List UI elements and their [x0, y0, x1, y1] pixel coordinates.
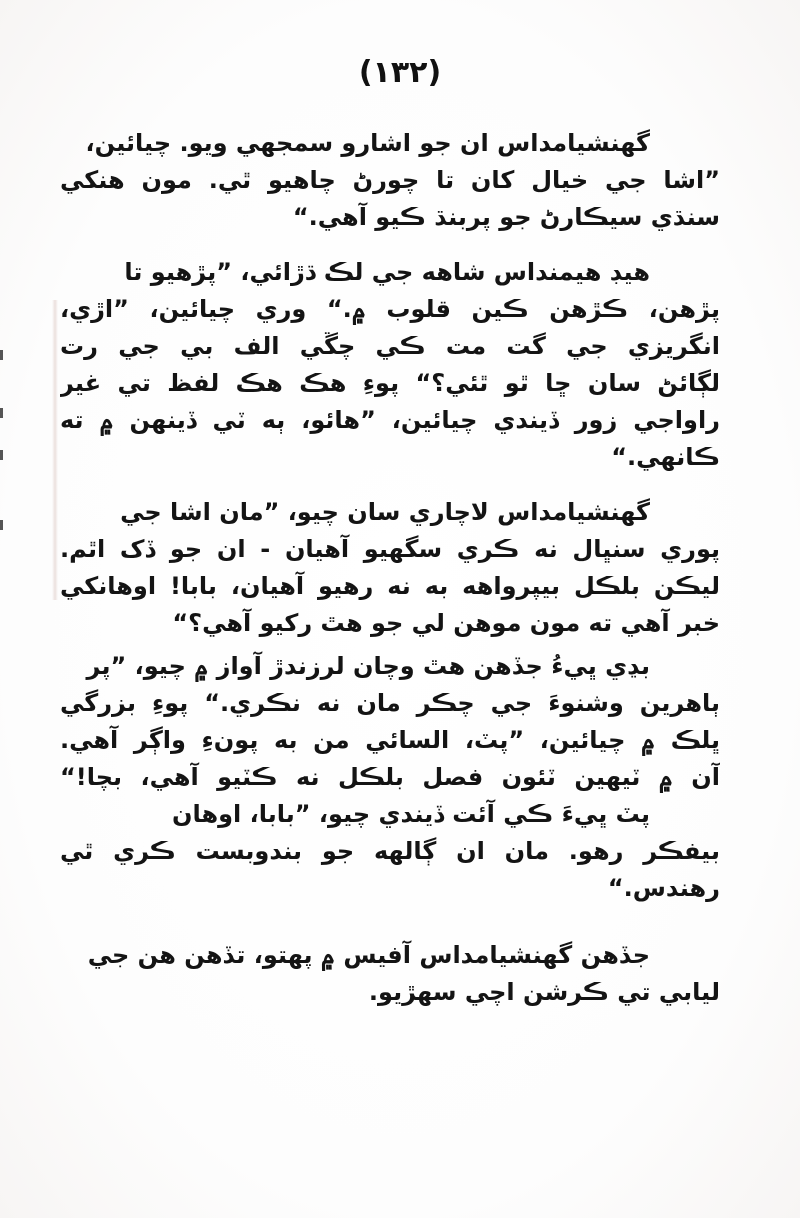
text-line: بيفڪر رهو. مان ان ڳالهه جو بندوبست ڪري ٿي [60, 837, 720, 865]
page-number: (١٣٢) [358, 55, 442, 90]
text-line: انگريزي جي گت مت ڪي چڱي الف بي جي رت [60, 332, 720, 360]
text-line: ٻاهرين وشنوءَ جي چڪر مان نه نڪري.“ پوءِ بزرگي [60, 689, 720, 717]
text-line: سنڌي سيڪارڻ جو پربنڌ ڪيو آهي.“ [292, 203, 720, 231]
paragraph-2 [60, 254, 720, 476]
text-line: خبر آهي ته مون موهن لي جو هٿ رکيو آهي؟“ [172, 609, 720, 637]
text-line: پڙهن، ڪڙهن ڪين قلوب ۾.“ وري چيائين، ”اڙي، [60, 295, 720, 323]
text-line: هيڊ هيمنداس شاهه جي لڪ ڌڙائي، ”پڙهيو تا [124, 258, 650, 286]
text-line: گهنشيامداس لاچاري سان چيو، ”مان اشا جي [120, 498, 650, 526]
text-line: ليابي تي ڪرشن اچي سهڙيو. [368, 978, 720, 1006]
paragraph-3 [60, 494, 720, 642]
text-line: رهندس.“ [607, 874, 720, 902]
show-through-text [190, 1120, 610, 1150]
text-line: جڏهن گهنشيامداس آفيس ۾ پهتو، تڏهن هن جي [87, 941, 650, 969]
text-line: پوري سنڀال نه ڪري سگهيو آهيان - ان جو ڏک اٿم. [60, 535, 720, 563]
left-edge-marks [0, 350, 4, 570]
text-line: گهنشيامداس ان جو اشارو سمجهي ويو. چيائين، [85, 129, 650, 157]
body-text [60, 125, 720, 1011]
text-line: ڀلڪ ۾ چيائين، ”پٽ، السائي من به پونءِ واڳر آهي. [60, 726, 720, 754]
text-line: راواجي زور ڏيندي چيائين، ”هائو، ٻه ٽي ڏينهن ۾ ته [60, 406, 720, 434]
paragraph-6 [60, 937, 720, 1011]
paragraph-5 [60, 796, 720, 907]
binding-edge-stain [52, 300, 58, 600]
text-line: ليڪن بلڪل بيپرواهه به نه رهيو آهيان، بابا! اوهانکي [60, 572, 720, 600]
paragraph-1 [60, 125, 720, 236]
text-line: لڳائڻ سان ڇا ٿو ٿئي؟“ پوءِ هڪ هڪ لفظ تي غير [60, 369, 720, 397]
text-line: پٽ ڀيءَ ڪي آئت ڏيندي چيو، ”بابا، اوهان [172, 800, 650, 828]
text-line: ڪانهي.“ [611, 443, 720, 471]
text-line: ”اشا جي خيال کان تا چورڻ چاهيو ٿي. مون هنکي [60, 166, 720, 194]
text-line: بڍي ڀيءُ جڏهن هٿ وچان لرزندڙ آواز ۾ چيو، ”پر [86, 652, 650, 680]
text-line: آن ۾ ٽيهين ٽئون فصل بلڪل نه ڪٽيو آهي، بچا!“ [60, 763, 720, 791]
paragraph-4 [60, 648, 720, 796]
